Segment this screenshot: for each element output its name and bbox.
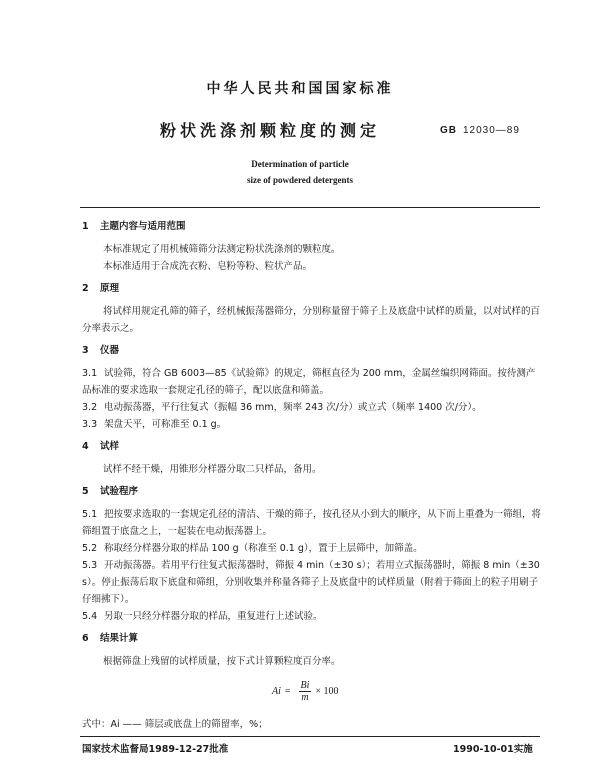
clause-number: 5.2 [82, 543, 98, 554]
section-heading [82, 440, 542, 454]
paragraph: 本标准规定了用机械筛筛分法测定粉状洗涤剂的颗粒度。 [103, 244, 341, 255]
implementation-date: 1990-10-01实施 [453, 744, 533, 755]
formula-equals: = [284, 686, 291, 697]
paragraph: 将试样用规定孔筛的筛子，经机械振荡器筛分，分别称量留于筛子上及底盘中试样的质量，以对试样的百分率表示之。 [82, 306, 541, 334]
section-number: 4 [82, 441, 89, 452]
section-number: 6 [82, 633, 89, 644]
section-heading [82, 220, 542, 234]
standard-code [440, 125, 520, 136]
clause-number: 5.3 [82, 560, 98, 571]
formula-multiplier: × 100 [315, 686, 339, 697]
formula-denominator: m [301, 692, 309, 703]
paragraph: 试样不经干燥，用锥形分样器分取二只样品，备用。 [103, 464, 322, 475]
formula [272, 680, 339, 703]
clause-text: 把按要求选取的一套规定孔径的清洁、干燥的筛子，按孔径从小到大的顺序，从下而上重叠为一筛组，将筛组置于底盘之上，一起装在电动振荡器上。 [82, 509, 542, 537]
clause-text: 电动振荡器，平行往复式（振幅 36 mm，频率 243 次/分）或立式（频率 1400 次/分）。 [104, 402, 482, 413]
section-number: 5 [82, 486, 89, 497]
clause-text: 开动振荡器。若用平行往复式振荡器时，筛振 4 min（±30 s）；若用立式振荡器时，筛振 8 min（±30 s）。停止振荡后取下底盘和筛组，分别收集并称量各筛子上及底盘中的试样质量（附着于筛面上的粒子用刷子仔细拂下）。 [82, 560, 540, 605]
national-standard-heading: 中华人民共和国国家标准 [206, 81, 394, 97]
clause-number: 5.4 [82, 611, 98, 622]
section-heading [82, 344, 542, 358]
section-title: 试验程序 [100, 486, 139, 497]
header-divider [80, 207, 540, 208]
section-heading [82, 485, 542, 499]
section-number: 1 [82, 221, 89, 232]
clause-text: 试验筛，符合 GB 6003—85《试验筛》的规定，筛框直径为 200 mm，金属丝编织网筛面。按待测产品标准的要求选取一套规定孔径的筛子，配以底盘和筛盖。 [82, 368, 536, 396]
section-heading [82, 632, 542, 646]
clause [82, 399, 542, 416]
section-title: 主题内容与适用范围 [100, 221, 186, 232]
section-number: 2 [82, 283, 89, 294]
formula-where-line: 式中：Ai —— 筛层或底盘上的筛留率，%； [82, 719, 268, 730]
document-body [82, 213, 542, 670]
approval-date: 国家技术监督局1989-12-27批准 [82, 744, 229, 755]
clause-text: 另取一只经分样器分取的样品，重复进行上述试验。 [104, 611, 323, 622]
clause [82, 365, 542, 399]
clause [82, 557, 542, 608]
clause [82, 416, 542, 433]
section-title: 结果计算 [100, 633, 139, 644]
clause [82, 506, 542, 540]
english-title [0, 156, 600, 188]
formula-fraction [299, 680, 312, 703]
formula-lhs: Ai [272, 686, 281, 697]
footer-divider [80, 736, 540, 737]
clause [82, 540, 542, 557]
english-title-line-2: size of powdered detergents [246, 175, 354, 185]
clause-text: 称取经分样器分取的样品 100 g（称准至 0.1 g），置于上层筛中，加筛盖。 [104, 543, 423, 554]
standard-code-number: 12030—89 [463, 125, 520, 136]
paragraph: 本标准适用于合成洗衣粉、皂粉等粉、粒状产品。 [103, 261, 313, 272]
standard-title: 粉状洗涤剂颗粒度的测定 [160, 121, 381, 140]
clause-number: 3.2 [82, 402, 98, 413]
section-title: 仪器 [100, 345, 120, 356]
paragraph: 根据筛盘上残留的试样质量，按下式计算颗粒度百分率。 [103, 656, 341, 667]
section-title: 试样 [100, 441, 120, 452]
clause-number: 5.1 [82, 509, 98, 520]
clause-number: 3.1 [82, 368, 98, 379]
english-title-line-1: Determination of particle [251, 159, 349, 169]
section-title: 原理 [100, 283, 120, 294]
section-number: 3 [82, 345, 89, 356]
clause-number: 3.3 [82, 419, 98, 430]
section-heading [82, 282, 542, 296]
formula-numerator: Bi [300, 680, 310, 691]
clause [82, 608, 542, 625]
standard-code-prefix: GB [440, 125, 457, 136]
clause-text: 架盘天平，可称准至 0.1 g。 [104, 419, 227, 430]
